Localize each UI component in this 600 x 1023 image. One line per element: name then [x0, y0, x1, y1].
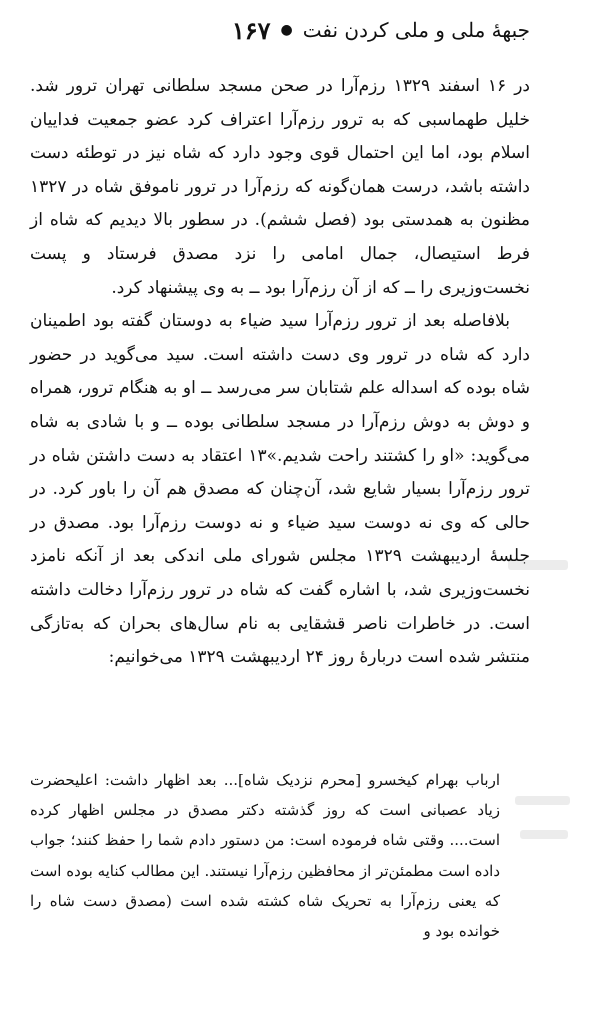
main-text [30, 70, 530, 675]
running-header [30, 10, 530, 50]
page-number: ۱۶۷ [231, 15, 271, 45]
paragraph: در ۱۶ اسفند ۱۳۲۹ رزم‌آرا در صحن مسجد سلطانی تهران ترور شد. خلیل طهماسبی که به ترور رزم‌آرا اعتراف کرد عضو جمعیت فداییان اسلام بود، اما این احتمال قوی وجود دارد که شاه نیز در توطئه دست داشته باشد، درست همان‌گونه که رزم‌آرا در ترور ناموفق شاه در ۱۳۲۷ مظنون به همدستی بود (فصل ششم). در سطور بالا دیدیم که شاه از فرط استیصال، جمال امامی را نزد مصدق فرستاد و پست نخست‌وزیری را ــ که از آن رزم‌آرا بود ــ به وی پیشنهاد کرد. [30, 76, 531, 298]
show-through-mark [515, 796, 570, 805]
show-through-mark [520, 830, 568, 839]
header-bullet-icon: ● [280, 22, 293, 38]
running-head-title: جبههٔ ملی و ملی کردن نفت [302, 18, 530, 42]
block-quote: ارباب بهرام کیخسرو [محرم نزدیک شاه]... بعد اظهار داشت: اعلیحضرت زیاد عصبانی است که روز گذشته دکتر مصدق در مجلس اظهار کرده است.... وقتی شاه فرموده است: من دستور دادم شما را حفظ کنند؛ جواب داده است مطمئن‌تر از محافظین رزم‌آرا نیستند. این مطالب کنایه بوده است که یعنی رزم‌آرا به تحریک شاه کشته شده است (مصدق دست شاه را خوانده بود و [30, 771, 500, 941]
paragraph: بلافاصله بعد از ترور رزم‌آرا سید ضیاء به دوستان گفته بود اطمینان دارد که شاه در ترور وی دست داشته است. سید می‌گوید در حضور شاه بوده که اسداله علم شتابان سر می‌رسد ــ او به هنگام ترور، همراه و دوش به دوش رزم‌آرا در مسجد سلطانی بوده ــ و با شادی به شاه می‌گوید: «او را کشتند راحت شدیم.»۱۳ اعتقاد به دست داشتن شاه در ترور رزم‌آرا بسیار شایع شد، آن‌چنان که مصدق هم آن را باور کرد. در حالی که وی نه دوست سید ضیاء و نه دوست رزم‌آرا بود. مصدق در جلسهٔ اردیبهشت ۱۳۲۹ مجلس شورای ملی اندکی بعد از آنکه نامزد نخست‌وزیری شد، با اشاره گفت که شاه در ترور رزم‌آرا دخالت داشته است. در خاطرات ناصر قشقایی به نام سال‌های بحران که به‌تازگی منتشر شده است دربارهٔ روز ۲۴ اردیبهشت ۱۳۲۹ می‌خوانیم: [30, 311, 530, 668]
